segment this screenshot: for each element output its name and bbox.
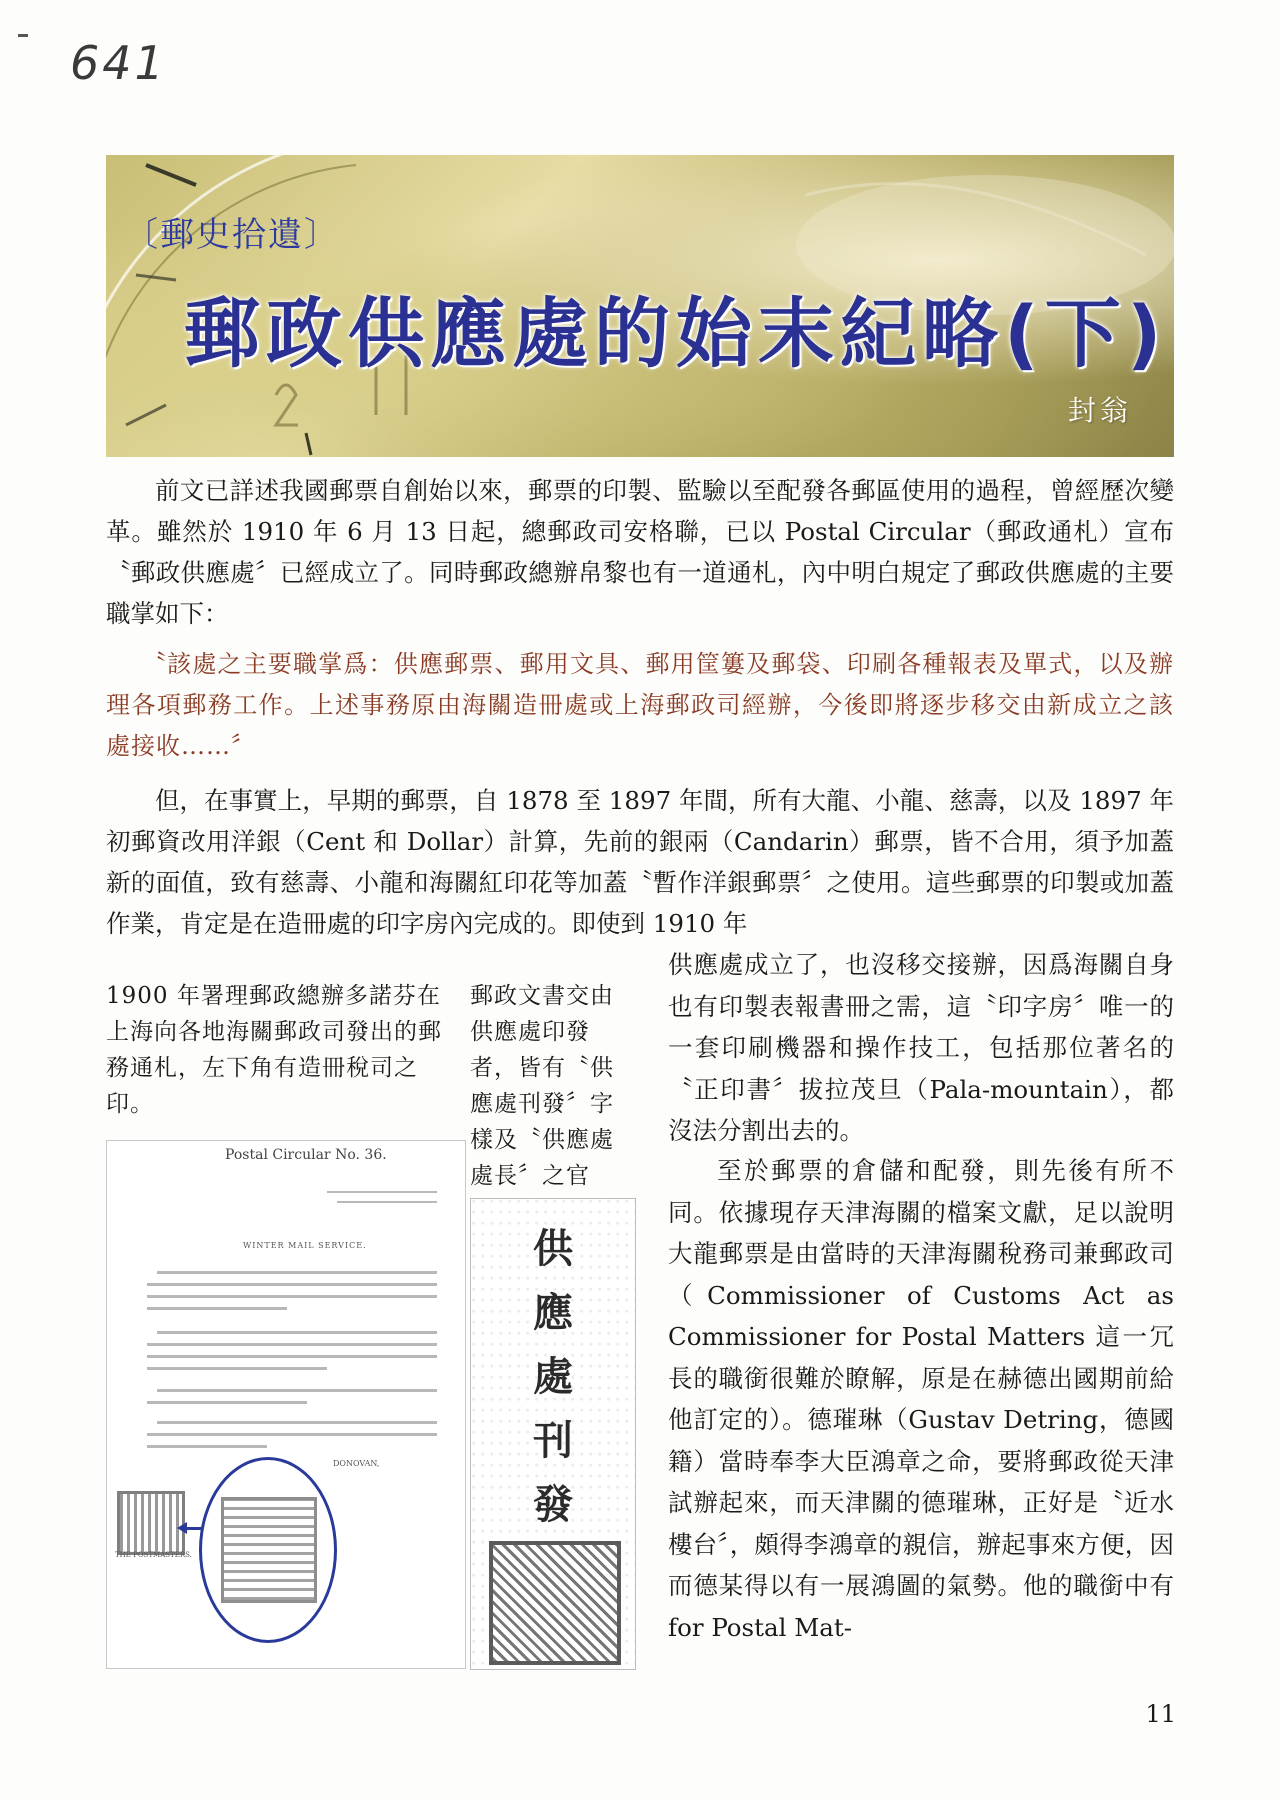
stamp-char: 發 [533,1482,573,1528]
stamp-characters [471,1217,635,1537]
postal-circular-image [106,1140,466,1669]
official-stamp-image [470,1198,636,1670]
body-paragraph-4: 至於郵票的倉儲和配發，則先後有所不同。依據現存天津海關的檔案文獻，足以說明大龍郵票是由當時的天津海關稅務司兼郵政司（Commissioner of Customs Act as Commissioner for Postal Matters 這一冗長的職銜很難於瞭解，原是在赫德出國期前給他訂定的）。德璀琳（Gustav Detring，德國籍）當時奉李大臣鴻章之命，要將郵政從天津試辦起來，而天津關的德璀琳，正好是〝近水樓台〞，頗得李鴻章的親信，辦起事來方便，因而德某得以有一展鴻圖的氣勢。他的職銜中有 for Postal Mat- [668,1156,1174,1642]
body-paragraph-3: 供應處成立了，也沒移交接辦，因爲海關自身也有印製表報書冊之需，這〝印字房〞唯一的一套印刷機器和操作技工，包括那位著名的〝正印書〞拔拉茂旦（Pala-mountain），都沒法分割出去的。 [668,950,1174,1145]
handwritten-page-number: 641 [70,36,167,90]
figure-caption-right: 郵政文書交由供應處印發者，皆有〝供應處刊發〞字樣及〝供應處處長〞之官 [470,983,614,1189]
stamp-char: 處 [533,1354,573,1400]
statistical-secretary-seal [221,1497,317,1603]
stamp-char: 刊 [533,1418,573,1464]
stamp-char: 應 [533,1290,573,1336]
circular-signature: DONOVAN, [333,1459,380,1468]
pen-mark [18,34,28,37]
body-paragraph-2: 但，在事實上，早期的郵票，自 1878 至 1897 年間，所有大龍、小龍、慈壽，以及 1897 年初郵資改用洋銀（Cent 和 Dollar）計算，先前的銀兩（Candarin）郵票，皆不合用，須予加蓋新的面值，致有慈壽、小龍和海關紅印花等加蓋〝暫作洋銀郵票〞之使用。這些郵票的印製或加蓋作業，肯定是在造冊處的印字房內完成的。即使到 1910 年 [106,786,1174,938]
quoted-regulation: 〝該處之主要職掌爲：供應郵票、郵用文具、郵用筐簍及郵袋、印刷各種報表及單式，以及辦理各項郵務工作。上述事務原由海關造冊處或上海郵政司經辦，今後即將逐步移交由新成立之該處接收……〞 [106,650,1174,760]
postmaster-seal [117,1491,185,1555]
page-number: 11 [1145,1700,1176,1728]
circular-heading: WINTER MAIL SERVICE. [243,1241,367,1250]
director-official-seal [489,1541,621,1665]
figure-caption-left: 1900 年署理郵政總辦多諾芬在上海向各地海關郵政司發出的郵務通札，左下角有造冊稅司之印。 [106,983,442,1117]
arrowhead-icon [177,1522,187,1534]
article-banner [106,155,1174,457]
circular-title: Postal Circular No. 36. [225,1147,387,1163]
author-name: 封翁 [1067,394,1132,427]
column-tag: 〔郵史拾遺〕 [124,215,340,255]
article-title: 郵政供應處的始末紀略(下) [184,289,1168,378]
body-paragraph-1: 前文已詳述我國郵票自創始以來，郵票的印製、監驗以至配發各郵區使用的過程，曾經歷次變革。雖然於 1910 年 6 月 13 日起，總郵政司安格聯，已以 Postal Circular（郵政通札）宣布〝郵政供應處〞已經成立了。同時郵政總辦帛黎也有一道通札，內中明白規定了郵政供應處的主要職掌如下： [106,476,1174,628]
circular-footer: THE POSTMASTERS. [115,1551,192,1559]
stamp-char: 供 [533,1226,573,1272]
